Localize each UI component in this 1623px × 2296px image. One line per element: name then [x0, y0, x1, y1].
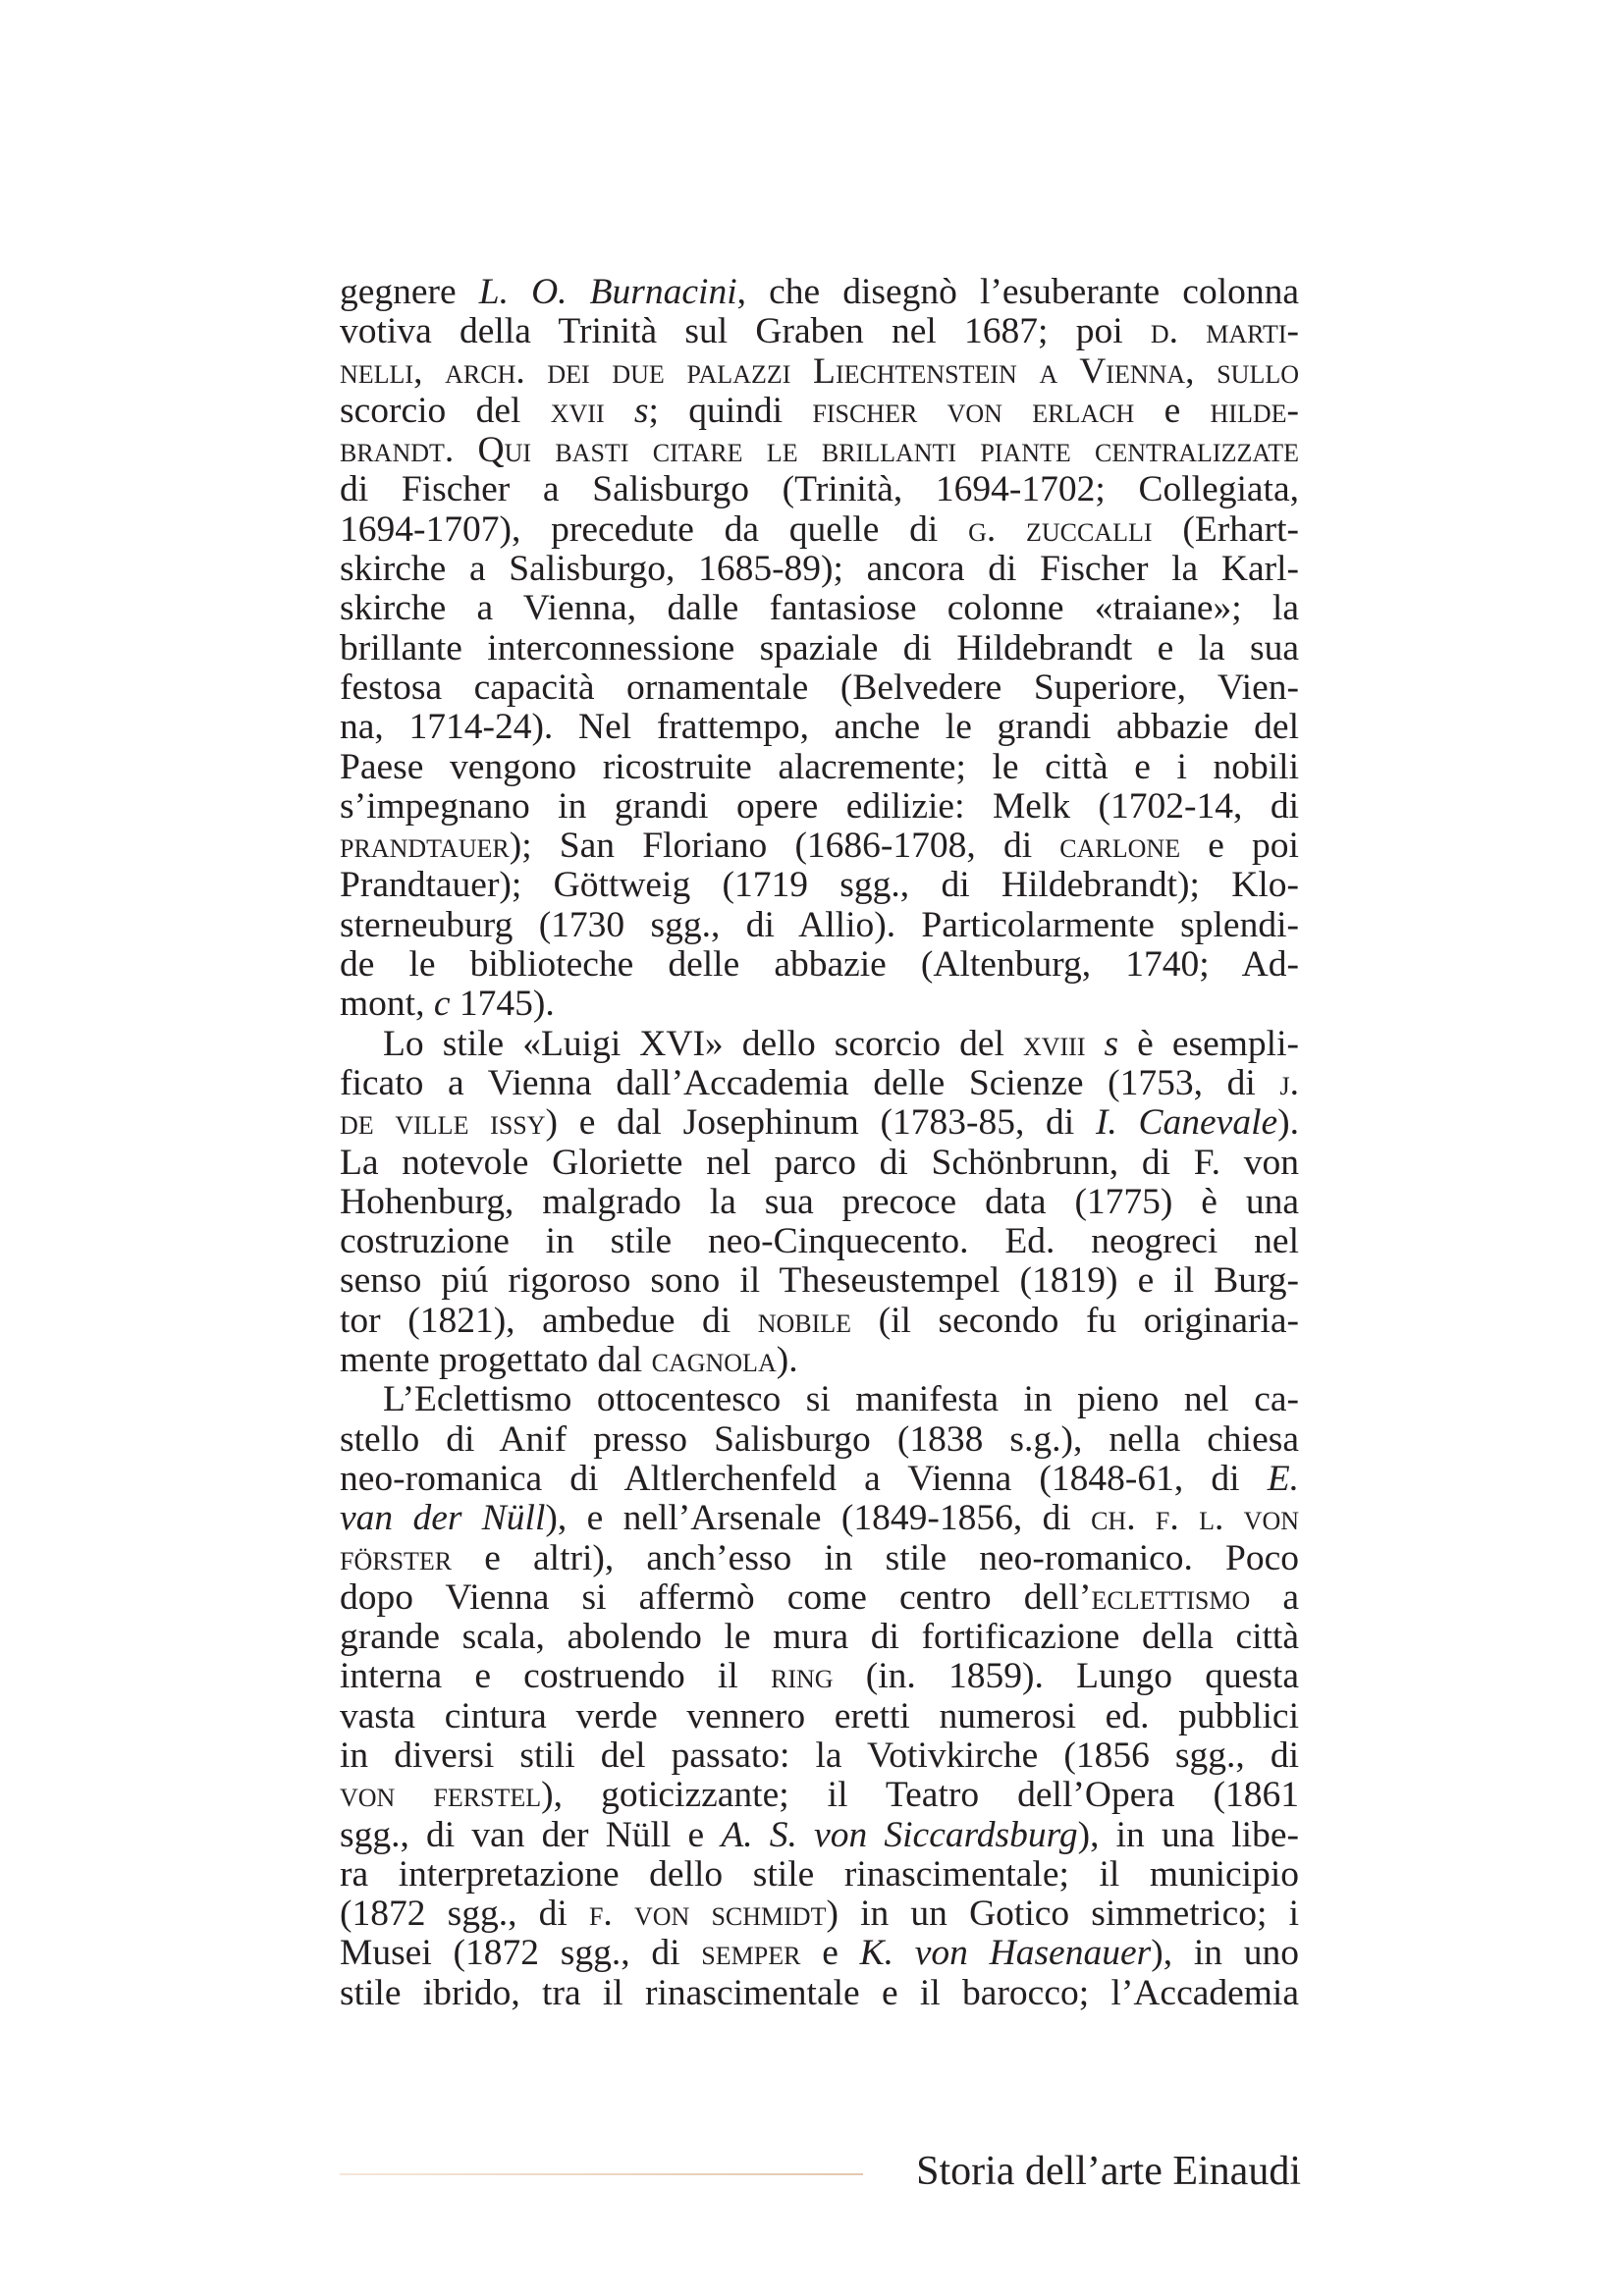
text-line: de ville issy) e dal Josephinum (1783-85, di I. Canevale). [340, 1102, 1300, 1144]
text-line: mont, c 1745). [340, 984, 555, 1025]
text-line: s’impegnano in grandi opere edilizie: Melk (1702-14, di [340, 785, 1299, 827]
text-line: in diversi stili del passato: la Votivkirche (1856 sgg., di [340, 1735, 1299, 1776]
text-line: gegnere L. O. Burnacini, che disegnò l’esuberante colonna [340, 272, 1300, 312]
text-line: dopo Vienna si affermò come centro dell’eclettismo a [340, 1576, 1299, 1618]
text-line: votiva della Trinità sul Graben nel 1687; poi d. marti- [340, 311, 1299, 352]
text-line: grande scala, abolendo le mura di fortificazione della città [340, 1617, 1299, 1658]
text-line: Paese vengono ricostruite alacremente; le città e i nobili [340, 746, 1299, 787]
footer-title: Storia dell’arte Einaudi [916, 2149, 1301, 2194]
text-line: Lo stile «Luigi XVI» dello scorcio del xviii s è esempli- [383, 1023, 1299, 1064]
text-line: festosa capacità ornamentale (Belvedere Superiore, Vien- [340, 667, 1299, 708]
text-line: Hohenburg, malgrado la sua precoce data (1775) è una [340, 1181, 1299, 1222]
text-line: ra interpretazione dello stile rinascimentale; il municipio [340, 1853, 1299, 1895]
text-line: L’Eclettismo ottocentesco si manifesta in pieno nel ca- [383, 1379, 1299, 1420]
text-line: 1694-1707), precedute da quelle di g. zuccalli (Erhart- [340, 508, 1299, 550]
text-line: Musei (1872 sgg., di semper e K. von Hasenauer), in uno [340, 1933, 1299, 1974]
text-line: di Fischer a Salisburgo (Trinità, 1694-1702; Collegiata, [340, 469, 1299, 510]
text-line: van der Nüll), e nell’Arsenale (1849-1856, di ch. f. l. von [340, 1498, 1300, 1539]
text-line: na, 1714-24). Nel frattempo, anche le grandi abbazie del [340, 707, 1299, 748]
text-line: prandtauer); San Floriano (1686-1708, di carlone e poi [340, 826, 1299, 867]
text-line: senso piú rigoroso sono il Theseustempel (1819) e il Burg- [340, 1260, 1299, 1302]
text-line: Prandtauer); Göttweig (1719 sgg., di Hildebrandt); Klo- [340, 865, 1299, 906]
text-line: skirche a Vienna, dalle fantasiose colonne «traiane»; la [340, 588, 1299, 629]
text-line: neo-romanica di Altlerchenfeld a Vienna (1848-61, di E. [340, 1458, 1299, 1499]
footer-rule [340, 2173, 863, 2175]
text-line: costruzione in stile neo-Cinquecento. Ed. neogreci nel [340, 1221, 1299, 1262]
text-line: von ferstel), goticizzante; il Teatro dell’Opera (1861 [340, 1775, 1300, 1816]
text-line: de le biblioteche delle abbazie (Altenburg, 1740; Ad- [340, 944, 1299, 986]
text-line: sgg., di van der Nüll e A. S. von Siccardsburg), in una libe- [340, 1814, 1299, 1855]
text-line: ficato a Vienna dall’Accademia delle Scienze (1753, di j. [340, 1062, 1299, 1103]
text-line: nelli, arch. dei due palazzi Liechtenstein a Vienna, sullo [340, 350, 1299, 392]
text-line: mente progettato dal cagnola). [340, 1340, 798, 1381]
text-line: La notevole Gloriette nel parco di Schönbrunn, di F. von [340, 1142, 1299, 1183]
text-line: scorcio del xvii s; quindi fischer von erlach e hilde- [340, 390, 1299, 431]
text-line: vasta cintura verde vennero eretti numerosi ed. pubblici [340, 1695, 1299, 1736]
text-line: brillante interconnessione spaziale di Hildebrandt e la sua [340, 627, 1299, 668]
text-line: förster e altri), anch’esso in stile neo-romanico. Poco [340, 1537, 1299, 1578]
text-line: (1872 sgg., di f. von schmidt) in un Gotico simmetrico; i [340, 1894, 1299, 1935]
text-line: interna e costruendo il ring (in. 1859). Lungo questa [340, 1656, 1299, 1697]
text-line: skirche a Salisburgo, 1685-89); ancora di Fischer la Karl- [340, 549, 1299, 590]
text-line: sterneuburg (1730 sgg., di Allio). Particolarmente splendi- [340, 904, 1299, 945]
body-text [340, 273, 1299, 2013]
text-line: stile ibrido, tra il rinascimentale e il barocco; l’Accademia [340, 1972, 1299, 2013]
text-line: brandt. Qui basti citare le brillanti piante centralizzate [340, 430, 1299, 471]
text-line: stello di Anif presso Salisburgo (1838 s.g.), nella chiesa [340, 1418, 1299, 1460]
text-line: tor (1821), ambedue di nobile (il secondo fu originaria- [340, 1300, 1299, 1341]
